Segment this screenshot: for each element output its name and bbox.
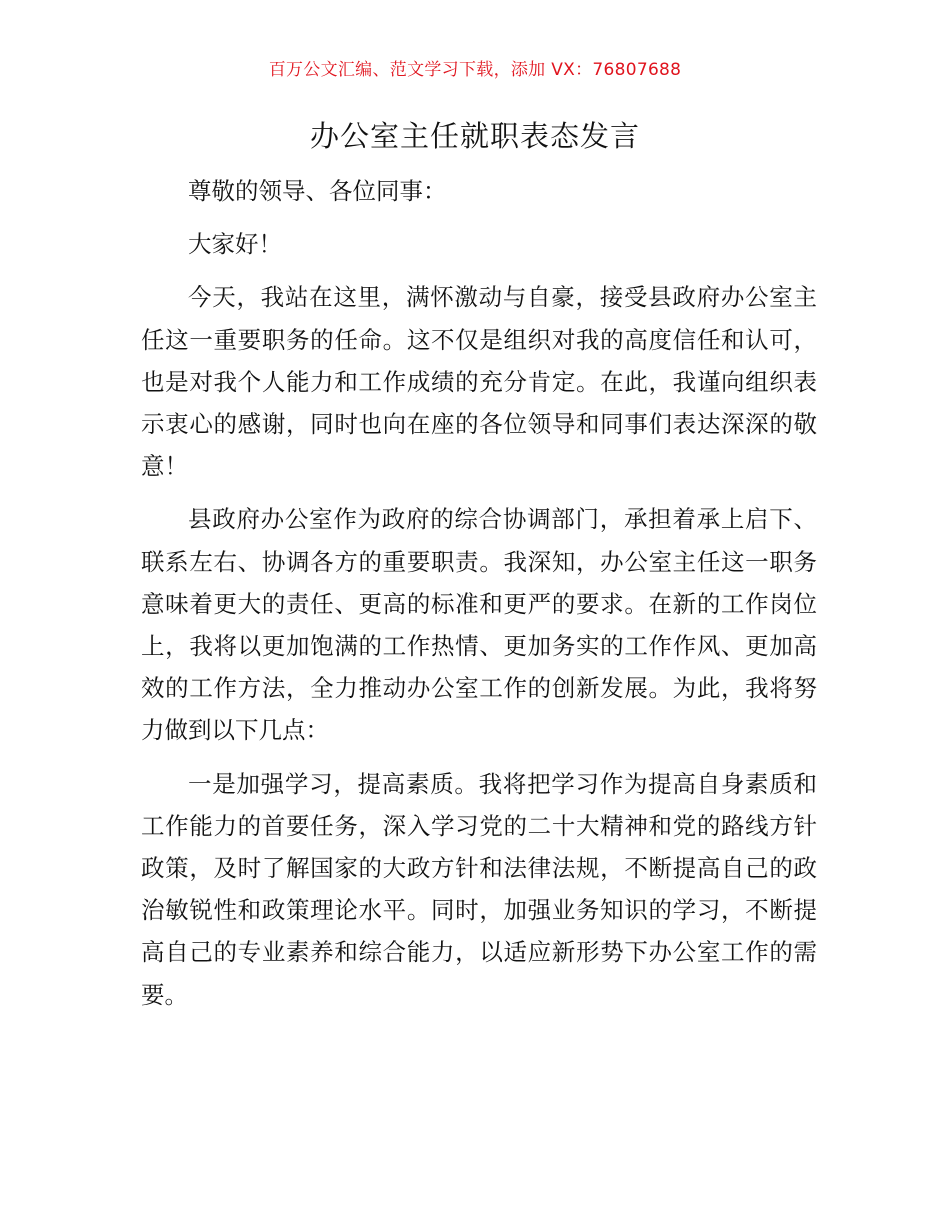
- header-note: 百万公文汇编、范文学习下载，添加 VX：76807688: [268, 60, 682, 80]
- greeting: 大家好！: [188, 230, 282, 259]
- salutation: 尊敬的领导、各位同事：: [188, 177, 447, 205]
- paragraph: 一是加强学习，提高素质。我将把学习作为提高自身素质和工作能力的首要任务，深入学习党的二十大精神和党的路线方针政策，及时了解国家的大政方针和法律法规，不断提高自己的政治敏锐性和政策理论水平。同时，加强业务知识的学习，不断提高自己的专业素养和综合能力，以适应新形势下办公室工作的需要。: [141, 769, 817, 1009]
- document-body: [141, 170, 817, 1027]
- document-title: 办公室主任就职表态发言: [309, 119, 640, 153]
- paragraph: 今天，我站在这里，满怀激动与自豪，接受县政府办公室主任这一重要职务的任命。这不仅是组织对我的高度信任和认可，也是对我个人能力和工作成绩的充分肯定。在此，我谨向组织表示衷心的感谢，同时也向在座的各位领导和同事们表达深深的敬意！: [141, 283, 817, 481]
- paragraph: 县政府办公室作为政府的综合协调部门，承担着承上启下、联系左右、协调各方的重要职责。我深知，办公室主任这一职务意味着更大的责任、更高的标准和更严的要求。在新的工作岗位上，我将以更加饱满的工作热情、更加务实的工作作风、更加高效的工作方法，全力推动办公室工作的创新发展。为此，我将努力做到以下几点：: [141, 505, 817, 745]
